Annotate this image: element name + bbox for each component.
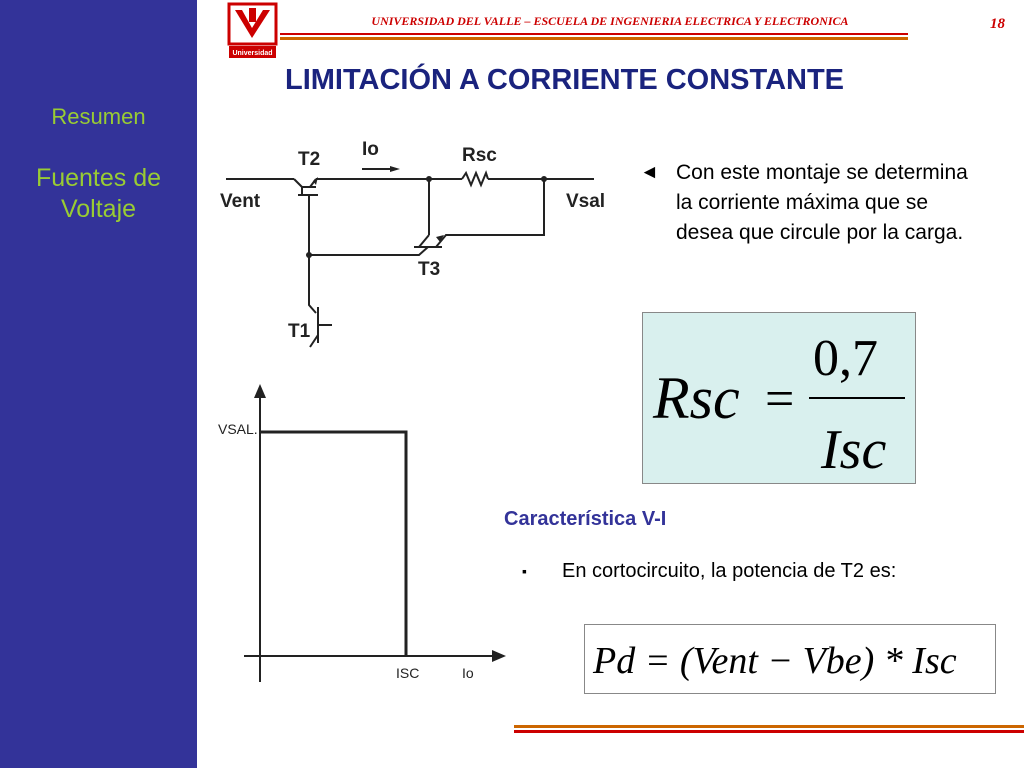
wire-t3-emitter [436,179,544,247]
label-io: Io [362,139,379,160]
university-logo [227,2,278,60]
section-heading: Característica V-I [504,508,667,530]
triangle-left-icon: ◄ [640,162,659,183]
slide-title: LIMITACIÓN A CORRIENTE CONSTANTE [285,64,845,96]
vi-characteristic-graph [210,382,510,692]
formula-pd-text: Pd = (Vent − Vbe) * Isc [593,640,957,682]
square-bullet-icon: ▪ [522,563,527,579]
sidebar-item-fuentes-de-voltaje[interactable]: Fuentes de Voltaje [35,164,162,223]
footer-divider-accent [514,725,1024,728]
resistor-rsc [462,173,488,185]
header-divider [280,33,908,35]
sidebar [0,0,197,768]
label-t3: T3 [418,259,441,280]
wire-t1 [309,255,316,313]
label-rsc: Rsc [462,145,497,166]
label-isc-axis: ISC [396,665,420,681]
formula-rsc [642,312,916,484]
footer-divider [514,730,1024,733]
circuit-diagram [214,125,610,380]
label-vent: Vent [220,191,261,212]
formula-rsc-equals: = [765,371,795,428]
label-t2: T2 [298,149,321,170]
logo-text: Universidad [232,50,273,57]
wire-base-t3 [309,247,428,255]
formula-rsc-denominator: Isc [821,419,887,481]
header-university: UNIVERSIDAD DEL VALLE – ESCUELA DE INGENIERIA ELECTRICA Y ELECTRONICA [371,14,849,28]
formula-pd [584,624,996,694]
bullet-montaje-text: Con este montaje se determina la corriente máxima que se desea que circule por la carga. [676,161,968,244]
page-number: 18 [990,16,1005,32]
header-divider-accent [280,37,908,40]
bullet-cortocircuito-text: En cortocircuito, la potencia de T2 es: [562,560,897,582]
y-axis-arrow-icon [254,384,266,398]
vi-curve [260,432,406,656]
formula-rsc-numerator: 0,7 [813,330,878,387]
x-axis-arrow-icon [492,650,506,662]
t2-collector [294,179,302,187]
sidebar-item-resumen[interactable]: Resumen [51,104,146,129]
label-io-axis: Io [462,665,474,681]
label-t1: T1 [288,321,311,342]
label-vsal-axis: VSAL. [218,421,258,437]
formula-rsc-lhs: Rsc [653,365,740,431]
label-vsal: Vsal [566,191,606,212]
